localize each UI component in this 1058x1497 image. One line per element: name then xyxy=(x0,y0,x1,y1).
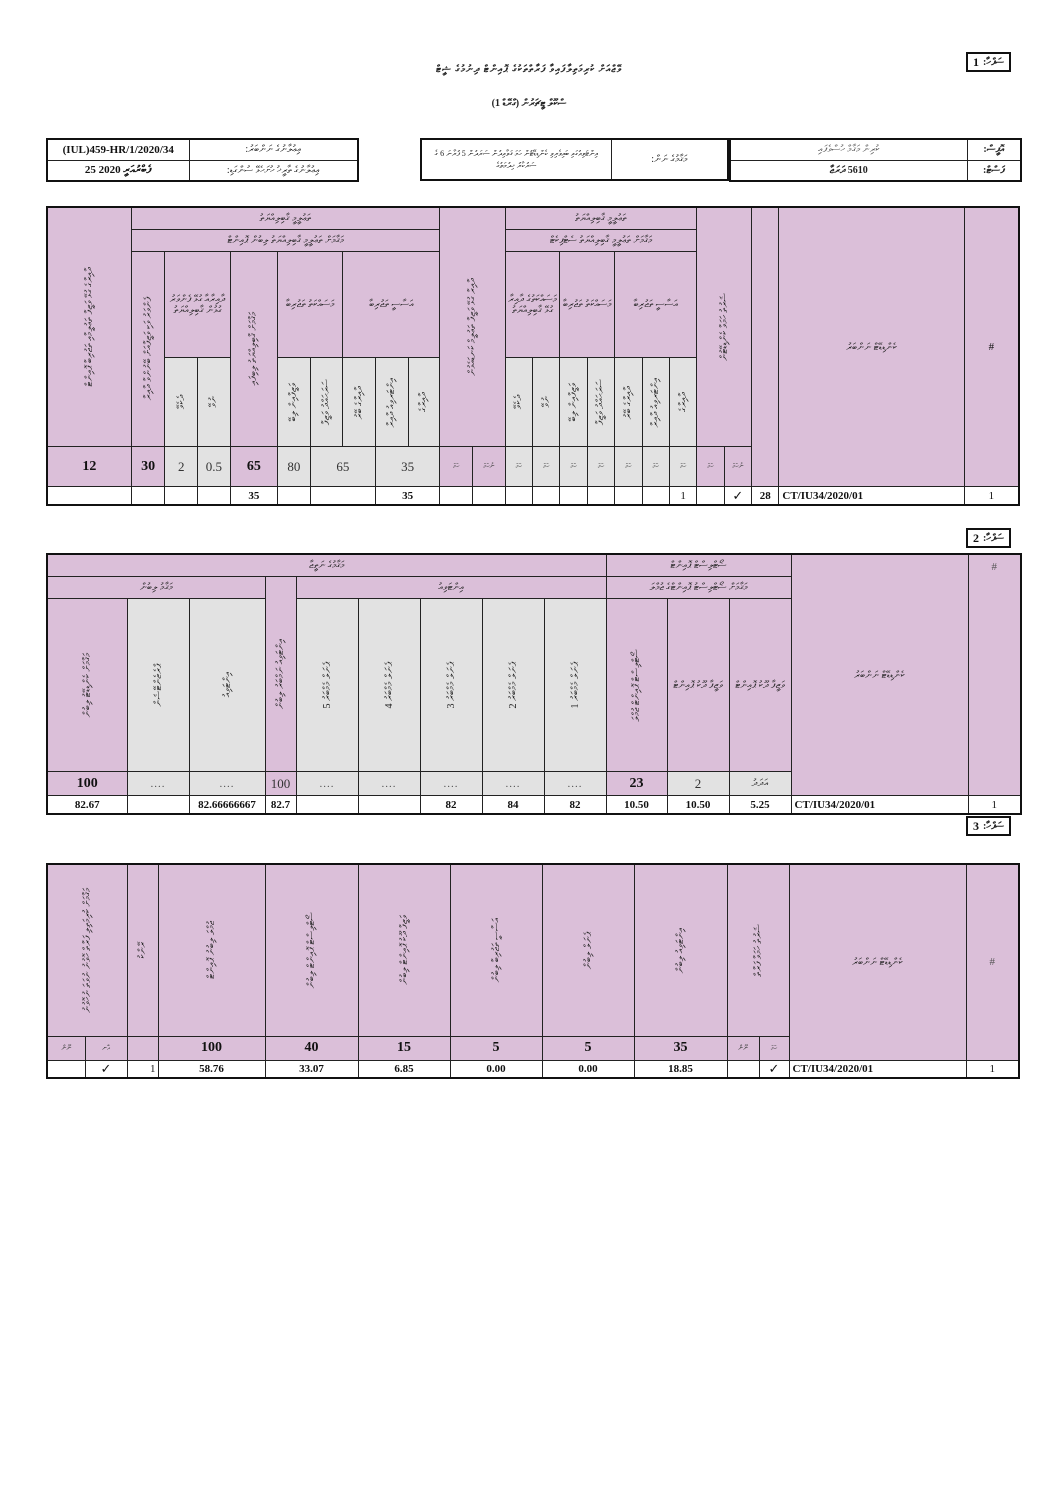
cell xyxy=(127,796,189,814)
cell: 33.07 xyxy=(265,1060,358,1078)
max-total: 100 xyxy=(47,771,127,795)
row-number: 1 xyxy=(966,1060,1019,1078)
header-text: ވަޒީފާއިން ލިބޭ xyxy=(288,383,300,422)
header-position-sub: މަޤާމު ލިބުން xyxy=(47,576,265,598)
header-text: ދެކެވޭ xyxy=(175,395,187,410)
cell: 82 xyxy=(544,796,606,814)
cell xyxy=(615,487,642,505)
max-cell: .... xyxy=(127,771,189,795)
cell xyxy=(642,487,669,505)
mini-label: ނުހަމަ xyxy=(724,447,751,487)
cell: 84 xyxy=(482,796,544,814)
header-text: ވަޒީފާ ދޫކު ޕޮއިންޓް ލިބުން xyxy=(398,915,410,986)
max-cell: .... xyxy=(358,771,420,795)
header-text: މަޤާމަށް ކެންޑިޑޭޓު ލިބުން xyxy=(81,652,93,718)
subheader xyxy=(376,358,409,447)
cell: 10.50 xyxy=(667,796,729,814)
max-0-5: 0.5 xyxy=(198,447,231,487)
header-mid xyxy=(440,207,505,447)
header-presentation xyxy=(127,599,189,772)
cell xyxy=(296,796,358,814)
candidate-id: CT/IU34/2020/01 xyxy=(779,487,964,505)
cell: 5.25 xyxy=(729,796,791,814)
max-cell: .... xyxy=(296,771,358,795)
max-total: 100 xyxy=(158,1036,265,1060)
max-65: 65 xyxy=(230,447,277,487)
page-label-3 xyxy=(966,816,1011,836)
max-cell: .... xyxy=(482,771,544,795)
mini-label: ހަމަ xyxy=(533,447,560,487)
position-label: މަޤާމުގެ ނަން: xyxy=(611,139,728,180)
mini-label: ހަމަ xyxy=(560,447,587,487)
header-text: ވަޒީފާއިން ލިބޭ xyxy=(568,383,580,422)
header-text: ސަރަޙައްދު ވަޒީފާ xyxy=(595,379,607,426)
table-row xyxy=(47,487,1019,505)
header-65 xyxy=(230,251,277,446)
max-35: 35 xyxy=(634,1036,727,1060)
max-65b: 65 xyxy=(310,447,375,487)
header-text: ޕެނަލް މެމްބަރު 4 xyxy=(383,661,395,709)
position-value: އިންޓަވިއުގައި ބައިވެރިވި ކެންޑިޑޭޓުން ހަމަ ޤަވާއިދުން ސަރަދުން 5 ފުރާނަ 6 ގެ ސަރުކާރު ޚިދުމަތުގެ xyxy=(421,139,611,180)
grade-value: 5610 ދަރަޖާ xyxy=(730,160,967,181)
cell xyxy=(440,487,473,505)
subheader xyxy=(669,358,696,447)
header-candidate: ކެންޑިޑޭޓް ނަންބަރު xyxy=(779,207,964,487)
max-5a: 5 xyxy=(450,1036,542,1060)
announcement-date: 25 ފެބްރުއަރީ 2020 xyxy=(47,160,189,181)
check-icon: ✓ xyxy=(759,1060,789,1078)
header-text: ޕެނަލް ލިބުން xyxy=(582,931,594,969)
header-panel-3 xyxy=(420,599,482,772)
mini-label: ހަމަ xyxy=(615,447,642,487)
header-text: ޕެނަލް މެމްބަރު 2 xyxy=(507,661,519,709)
rank-cell: 1 xyxy=(127,1060,158,1078)
header-b-other: އަސާސީ ތަޖުރިބާ xyxy=(615,251,697,358)
header-text: ޕްރެޒެންޓޭޝަން xyxy=(152,663,164,707)
mini-label: ނުހަމަ xyxy=(472,447,505,487)
page-word: ސަފްހާ: xyxy=(983,532,1005,544)
page-number: 1 xyxy=(973,54,979,69)
max-15: 15 xyxy=(358,1036,450,1060)
max-30: 30 xyxy=(131,447,165,487)
header-text: ދާއިރާގެ xyxy=(418,392,430,413)
max-cell: 2 xyxy=(667,771,729,795)
header-shortlist-total xyxy=(606,599,667,772)
header-text: ޖުމްލަ ލިބުނު ޕޮއިންޓް xyxy=(206,921,217,980)
subheader xyxy=(505,358,532,447)
header-text: ދާއިރާގެ ބޭރު xyxy=(353,385,365,419)
header-text: މަޤާމަށް ކުރިމަތިލި ފަރާތް ހޮވުނު ނުވަތަ ނުހޮވުނު xyxy=(81,887,93,1013)
candidate-id: CT/IU34/2020/01 xyxy=(789,1060,966,1078)
max-2: 2 xyxy=(165,447,198,487)
header-interview-sub: އިންޓަވިއު xyxy=(296,576,606,598)
mini-label: ހަމަ xyxy=(642,447,669,487)
header-text: ޝަރުތު ހަމަވާ ފަރާތް xyxy=(752,923,764,977)
header-hash: # xyxy=(968,554,1021,796)
max-80: 80 xyxy=(278,447,311,487)
subheader xyxy=(615,358,642,447)
header-group-a-title: ތަޢުލީމީ ޤާބިލިއްޔަތު xyxy=(131,207,440,229)
table-row xyxy=(47,1060,1019,1078)
header-5b xyxy=(542,864,634,1036)
page-word: ސަފްހާ: xyxy=(983,820,1005,832)
subheader xyxy=(587,358,614,447)
score-cell: 28 xyxy=(752,487,779,505)
mini-label: ހަމަ xyxy=(669,447,696,487)
cell xyxy=(165,487,198,505)
header-text: ޕެނަލް މެމްބަރު 1 xyxy=(569,661,581,709)
subheader xyxy=(642,358,669,447)
header-35 xyxy=(634,864,727,1036)
cell: 0.00 xyxy=(542,1060,634,1078)
cell xyxy=(358,796,420,814)
header-text: އަސާސީ ތަޖުރިބާ ލިބުން xyxy=(490,918,502,983)
subheader xyxy=(310,358,343,447)
row-number: 1 xyxy=(964,487,1019,505)
header-panel-1 xyxy=(544,599,606,772)
header-final-status xyxy=(47,864,127,1036)
cell: 18.85 xyxy=(634,1060,727,1078)
header-total xyxy=(47,599,127,772)
max-shortlist-total: 23 xyxy=(606,771,667,795)
mini-label: ނޫން xyxy=(727,1036,759,1060)
cell xyxy=(278,487,311,505)
header-text: މަޤާމަށް ޤާބިލިއްޔަތު ލިބިފައި xyxy=(248,312,260,386)
header-text: ދާއިރާގެ ގުޅޭ ވަޒީފާ ތަޢުލީމާއި ތަޖުރިބާ ޕޮއިންޓް xyxy=(83,267,95,387)
header-panel-2 xyxy=(482,599,544,772)
announcement-number-label: ޢިޢުލާނުގެ ނަންބަރު: xyxy=(189,139,358,160)
header-eligibility xyxy=(697,207,752,447)
page-number: 3 xyxy=(973,818,979,833)
max-cell xyxy=(127,1036,158,1060)
subheader xyxy=(560,358,587,447)
header-shortlist-sub: މަޤާމަށް ޝޯޓްލިސްޓު ޕޮއިންޓްގެ ޖުމްލަ xyxy=(606,576,791,598)
cell: 82.67 xyxy=(47,796,127,814)
header-shortlist-b: ވަޒީފާ ދޫކު ޕޮއިންޓް xyxy=(667,599,729,772)
cell: 82.66666667 xyxy=(189,796,265,814)
header-hash: # xyxy=(966,864,1019,1060)
page-word: ސަފްހާ: xyxy=(983,56,1005,68)
mini-label: ހަމަ xyxy=(697,447,724,487)
header-text: ޝޯޓްލިސްޓް ޕޮއިންޓް ޖުމްލަ xyxy=(631,648,642,722)
cell xyxy=(697,487,724,505)
header-text: ދާއިރާގެ xyxy=(677,392,689,413)
subheader xyxy=(165,358,198,447)
header-b-qual: މަސައްކަތުގެ ދާއިރާ ގުޅޭ ޤާބިލިއްޔަތު xyxy=(505,251,560,358)
mini-label: ނޫން xyxy=(47,1036,85,1060)
header-panel-4 xyxy=(358,599,420,772)
header-40 xyxy=(265,864,358,1036)
header-hash: # xyxy=(964,207,1019,487)
header-15 xyxy=(358,864,450,1036)
check-icon: ✓ xyxy=(724,487,751,505)
header-shortlist-title: ޝޯޓްލިސްޓް ޕޮއިންޓް xyxy=(606,554,791,576)
header-text: ނުވޭ xyxy=(540,396,552,409)
cell: 6.85 xyxy=(358,1060,450,1078)
cell xyxy=(560,487,587,505)
cell xyxy=(47,487,131,505)
office-value: ކުރިން މަޤާމް ހުސްވެފައި xyxy=(730,139,967,160)
header-relevant-points xyxy=(47,207,131,447)
section2-table xyxy=(46,553,1022,815)
header-shortlist-c: ވަޒީފާ ދޫކު ޕޮއިންޓް xyxy=(729,599,791,772)
mini-label: ހަމަ xyxy=(505,447,532,487)
header-text: ދާއިރާގެ ބޭރު xyxy=(622,385,634,419)
header-text: ދެކެވޭ xyxy=(513,395,525,410)
cell xyxy=(131,487,165,505)
cell xyxy=(587,487,614,505)
page-label-2 xyxy=(966,528,1011,548)
header-text: އިންޓަވިއު ލިބުން xyxy=(675,927,686,973)
cell: 1 xyxy=(669,487,696,505)
header-text: އިންޓަވިއު xyxy=(221,672,233,698)
cell: 58.76 xyxy=(158,1060,265,1078)
header-text: ޝަރުތު ހަމަވާ ކެންޑިޑޭޓުން xyxy=(718,293,730,361)
grade-label: ފަސްޓް: xyxy=(967,160,1021,181)
header-text: ރޭންކު xyxy=(137,942,148,959)
header-other: އަސާސީ ތަޖުރިބާ xyxy=(343,251,440,358)
header-text: ފެންވަރު ވަކި ވަޒީފާއަށް ބޭނުންވާ ދާއިރާ xyxy=(142,297,154,401)
header-text: ޕެނަލް މެމްބަރު 5 xyxy=(321,661,333,709)
cell xyxy=(198,487,231,505)
header-group-a-sub: މަޤާމަށް ތަޢުލީމީ ޤާބިލިއްޔަތު ލިބުން ޕޮއިންޓް xyxy=(131,229,440,251)
cell xyxy=(47,1060,85,1078)
cell: 82.7 xyxy=(265,796,296,814)
header-text: ޝޯޓްލިސްޓް ޕޮއިންޓް ލިބުން xyxy=(306,912,317,989)
cell: 82 xyxy=(420,796,482,814)
max-cell: އަދަދު xyxy=(729,771,791,795)
section3-table xyxy=(46,863,1020,1079)
header-group-b-sub: މަޤާމަށް ތަޢުލީމީ ޤާބިލިއްޔަތު ސެޓްފިކެޓް xyxy=(505,229,697,251)
cell xyxy=(505,487,532,505)
info-box-position xyxy=(420,138,729,181)
header-text: ޕެނަލް މެމްބަރު 3 xyxy=(445,661,457,709)
mini-label: ހަމަ xyxy=(440,447,473,487)
max-cell: .... xyxy=(189,771,265,795)
page-number: 2 xyxy=(973,530,979,545)
header-total xyxy=(158,864,265,1036)
max-cell: .... xyxy=(420,771,482,795)
subheader xyxy=(278,358,311,447)
cell xyxy=(533,487,560,505)
subheader xyxy=(533,358,560,447)
header-text: ދާއިރާ ގުޅޭ ވަޒީފާ ތަޢުލީމް ކަނޑައެޅުން xyxy=(466,278,478,376)
header-panel-5 xyxy=(296,599,358,772)
section1-table xyxy=(46,206,1020,506)
max-interview-total: 100 xyxy=(265,771,296,795)
cell: 10.50 xyxy=(606,796,667,814)
header-30 xyxy=(131,251,165,446)
mini-label: ހަމަ xyxy=(587,447,614,487)
header-b-exp: މަސައްކަތު ތަޖުރިބާ xyxy=(560,251,615,358)
mini-label: ހަމަ xyxy=(759,1036,789,1060)
max-40: 40 xyxy=(265,1036,358,1060)
subheader xyxy=(198,358,231,447)
header-candidate: ކެންޑިޑޭޓް ނަންބަރު xyxy=(789,864,966,1060)
cell: 35 xyxy=(376,487,440,505)
info-box-office xyxy=(729,138,1022,182)
subheader xyxy=(408,358,440,447)
header-text: ނުވޭ xyxy=(208,396,220,409)
header-result-title: މަޤާމުގެ ނަތީޖާ xyxy=(47,554,606,576)
cell: 0.00 xyxy=(450,1060,542,1078)
table-row xyxy=(47,796,1021,814)
subheader xyxy=(343,358,376,447)
row-number: 1 xyxy=(968,796,1021,814)
header-interview-total xyxy=(265,576,296,771)
header-text: އިންޓަރވިއު ދާއިރާ xyxy=(386,377,398,428)
max-5b: 5 xyxy=(542,1036,634,1060)
header-group-b-title: ތަޢުލީމީ ޤާބިލިއްޔަތު xyxy=(505,207,697,229)
max-cell: .... xyxy=(544,771,606,795)
header-5a xyxy=(450,864,542,1036)
header-rank xyxy=(127,864,158,1036)
header-text: ސަރަޙައްދު ވަޒީފާ xyxy=(321,379,333,426)
header-2: ދާއިރާއާ ގުޅޭ ފެންވަރު ގުޅުން ޤާބިލިއްޔަތު xyxy=(165,251,230,358)
header-eligible xyxy=(727,864,789,1036)
document-subtitle: ސްކޫލް ޓީޗަރުން (ގްރޭޑް 1) xyxy=(491,98,567,109)
info-box-announcement xyxy=(46,138,359,182)
document-title: ވޭޖްއަށް ކުރިމަތިލާފައިވާ ފަރާތްތަކުގެ ޕޮއިންޓް ދިނުމުގެ ޝީޓް xyxy=(436,64,622,75)
candidate-id: CT/IU34/2020/01 xyxy=(791,796,968,814)
header-text: އިންޓަރވިއު ދާއިރާ xyxy=(650,377,662,428)
header-exp: މަސައްކަތު ތަޖުރިބާ xyxy=(278,251,343,358)
office-label: އޮފީސް: xyxy=(967,139,1021,160)
header-text: އިންޓަވިއު ނަމްބަރު ލިބުން xyxy=(275,638,286,709)
header-candidate: ކެންޑިޑޭޓް ނަންބަރު xyxy=(791,554,968,796)
cell xyxy=(727,1060,759,1078)
announcement-number: (IUL)459-HR/1/2020/34 xyxy=(47,139,189,160)
header-interview xyxy=(189,599,265,772)
max-35: 35 xyxy=(376,447,440,487)
check-icon: ✓ xyxy=(85,1060,127,1078)
max-12: 12 xyxy=(47,447,131,487)
cell: 35 xyxy=(230,487,277,505)
header-score xyxy=(752,207,779,487)
cell xyxy=(472,487,505,505)
cell xyxy=(310,487,375,505)
announcement-date-label: ޢިޢުލާނުގެ ތާރީޚު ހުށަހެޅޭ ސުންގަޑި: xyxy=(189,160,358,181)
mini-label: އާނ xyxy=(85,1036,127,1060)
